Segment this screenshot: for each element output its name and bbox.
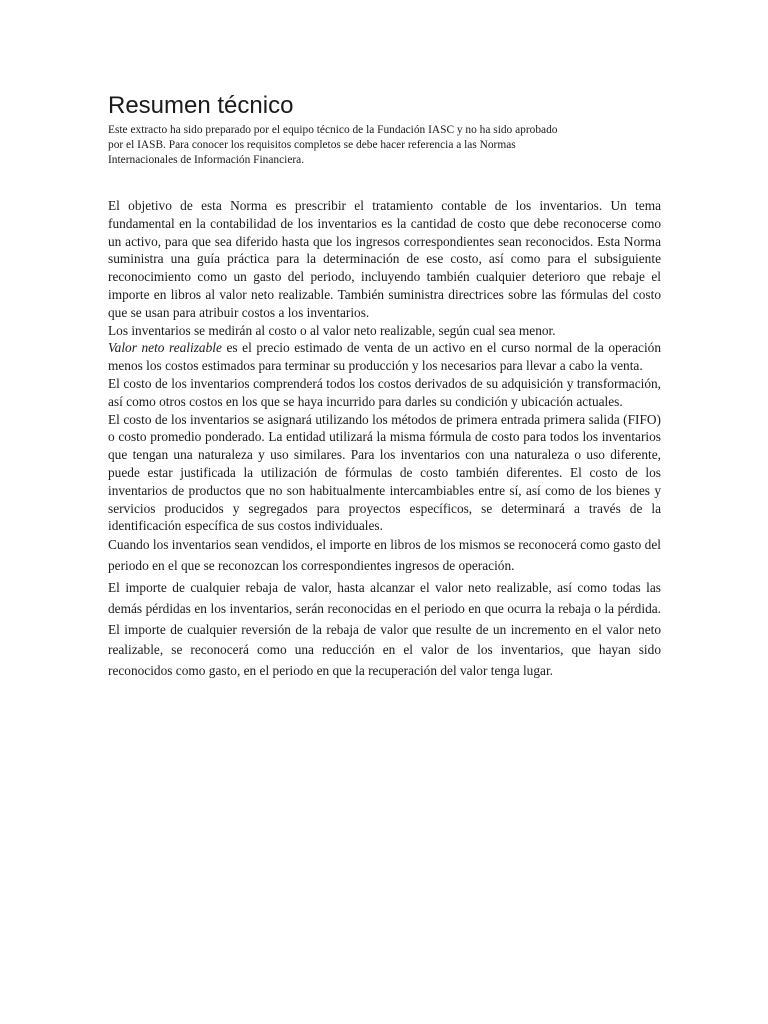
paragraph-expense-recognition: Cuando los inventarios sean vendidos, el importe en libros de los mismos se reconocerá como gasto del periodo en el que se reconozcan los correspondientes ingresos de operación. xyxy=(108,537,661,573)
intro-line: por el IASB. Para conocer los requisitos completos se debe hacer referencia a las Normas xyxy=(108,139,516,151)
paragraph-write-down: El importe de cualquier rebaja de valor, hasta alcanzar el valor neto realizable, así como todas las demás pérdidas en los inventarios, serán reconocidas en el periodo en que ocurra la rebaja o la pérdida. El importe de cualquier reversión de la rebaja de valor que resulte de un incremento en el valor neto realizable, se reconocerá como una reducción en el valor de los inventarios, que hayan sido reconocidos como gasto, en el periodo en que la recuperación del valor tenga lugar. xyxy=(108,580,661,678)
paragraph-objective: El objetivo de esta Norma es prescribir el tratamiento contable de los inventarios. Un tema fundamental en la contabilidad de los inventarios es la cantidad de costo que debe reconocerse como un activo, para que sea diferido hasta que los ingresos correspondientes sean reconocidos. Esta Norma suministra una guía práctica para la determinación de ese costo, así como para el subsiguiente reconocimiento como un gasto del periodo, incluyendo también cualquier deterioro que rebaje el importe en libros al valor neto realizable. También suministra directrices sobre las fórmulas del costo que se usan para atribuir costos a los inventarios. xyxy=(108,198,661,320)
paragraph-measurement: Los inventarios se medirán al costo o al valor neto realizable, según cual sea menor. xyxy=(108,322,556,338)
definition-text: es el precio estimado de venta de un activo en el curso normal de la operación menos los costos estimados para terminar su producción y los necesarios para llevar a cabo la venta. xyxy=(108,340,661,374)
paragraph-net-realizable-value xyxy=(108,339,661,375)
defined-term: Valor neto realizable xyxy=(108,340,222,356)
intro-line: Este extracto ha sido preparado por el equipo técnico de la Fundación IASC y no ha sido aprobado xyxy=(108,124,558,136)
intro-line: Internacionales de Información Financiera. xyxy=(108,154,305,166)
paragraph-cost-components: El costo de los inventarios comprenderá todos los costos derivados de su adquisición y transformación, así como otros costos en los que se haya incurrido para darles su condición y ubicación actuales. xyxy=(108,375,661,409)
paragraph-cost-formulas: El costo de los inventarios se asignará utilizando los métodos de primera entrada primera salida (FIFO) o costo promedio ponderado. La entidad utilizará la misma fórmula de costo para todos los inventarios que tengan una naturaleza y uso similares. Para los inventarios con una naturaleza o uso diferente, puede estar justificada la utilización de fórmulas de costo también diferentes. El costo de los inventarios de productos que no son habitualmente intercambiables entre sí, así como de los bienes y servicios producidos y segregados para proyectos específicos, se determinará a través de la identificación específica de sus costos individuales. xyxy=(108,411,661,534)
intro-note xyxy=(108,123,608,168)
document-body xyxy=(108,197,661,681)
document-title: Resumen técnico xyxy=(108,92,294,119)
